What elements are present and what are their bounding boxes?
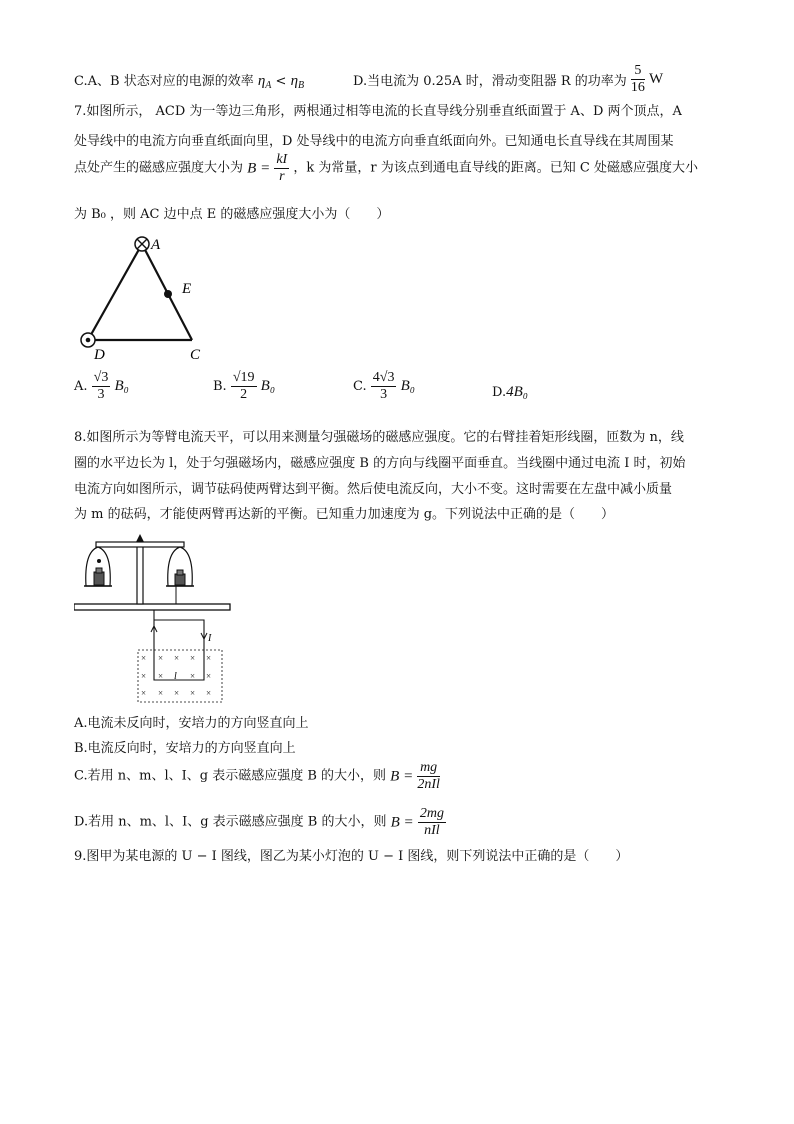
svg-text:×: × [206,653,212,663]
svg-text:×: × [174,653,180,663]
q6-option-c: C.A、B 状态对应的电源的效率 $\eta_A < \eta_B$ [74,73,305,91]
label-d: D [94,347,105,363]
q7-stem-line4: 为 B₀ ，则 AC 边中点 E 的磁感应强度大小为（ ） [74,207,390,222]
q7-option-b: B. $\frac{√19}{2}$ B₀ [213,370,276,402]
current-label-i: I [208,633,212,644]
q8-stem-line1: 8.如图所示为等臂电流天平，可以用来测量匀强磁场的磁感应强度。它的右臂挂着矩形线圈，匝数为 n，线 [74,430,684,445]
wire-into-page-icon [135,237,149,251]
q8-current-balance-figure [74,530,234,705]
length-label-l: l [174,671,177,682]
q8-stem-line4: 为 m 的砝码，才能使两臂再达新的平衡。已知重力加速度为 g。下列说法中正确的是（ ） [74,507,615,522]
label-e: E [182,281,192,297]
q7-stem-line3: 点处产生的磁感应强度大小为 B = $\frac{kI}{r}$ ，k 为常量，r 为该点到通电直导线的距离。已知 C 处磁感应强度大小 [74,152,698,184]
svg-text:×: × [141,671,147,681]
svg-text:×: × [158,671,164,681]
svg-text:×: × [190,653,196,663]
q7-stem-line2: 处导线中的电流方向垂直纸面向里，D 处导线中的电流方向垂直纸面向外。已知通电长直导线在其周围某 [74,134,674,149]
q7-option-a: A. $\frac{√3}{3}$ B₀ [74,370,129,402]
fraction-5-16: $\frac{5}{16}$ [630,63,645,95]
svg-text:×: × [190,671,196,681]
fraction-kI-r: $\frac{kI}{r}$ [276,152,288,184]
q9-stem-line1: 9.图甲为某电源的 U − I 图线，图乙为某小灯泡的 U − I 图线，则下列说法中正确的是（ ） [74,849,629,864]
svg-text:×: × [158,653,164,663]
q8-stem-line2: 圈的水平边长为 l，处于匀强磁场内，磁感应强度 B 的方向与线圈平面垂直。当线圈中通过电流 I 时，初始 [74,456,686,471]
svg-text:×: × [158,688,164,698]
q7-stem-line1: 7.如图所示， ACD 为一等边三角形，两根通过相等电流的长直导线分别垂直纸面置于 A、D 两个顶点，A [74,104,682,119]
q8-option-a: A.电流未反向时，安培力的方向竖直向上 [74,716,309,731]
svg-text:×: × [141,688,147,698]
svg-text:×: × [206,671,212,681]
eta-symbol: η [257,73,266,89]
svg-text:×: × [141,653,147,663]
svg-text:×: × [206,688,212,698]
q7-triangle-figure [74,232,214,364]
wire-out-of-page-icon [81,333,95,347]
q7-option-c: C. $\frac{4√3}{3}$ B₀ [353,370,415,402]
q7-option-d: D.4B₀ [492,384,528,400]
q8-option-d: D.若用 n、m、l、I、g 表示磁感应强度 B 的大小，则 B = $\frac{2mg}{\text{nIl}}$ [74,806,444,838]
q6-option-d: D.当电流为 0.25A 时，滑动变阻器 R 的功率为 $\frac{5}{16}$ W [353,63,664,95]
svg-text:×: × [174,688,180,698]
label-c: C [190,347,201,363]
q8-option-b: B.电流反向时，安培力的方向竖直向上 [74,741,296,756]
svg-text:×: × [190,688,196,698]
q8-option-c: C.若用 n、m、l、I、g 表示磁感应强度 B 的大小，则 B = $\frac{mg}{\text{2nIl}}$ [74,760,440,792]
label-a: A [151,237,161,253]
midpoint-e-dot [164,290,172,298]
q8-stem-line3: 电流方向如图所示，调节砝码使两臂达到平衡。然后使电流反向，大小不变。这时需要在左盘中减小质量 [74,482,673,497]
